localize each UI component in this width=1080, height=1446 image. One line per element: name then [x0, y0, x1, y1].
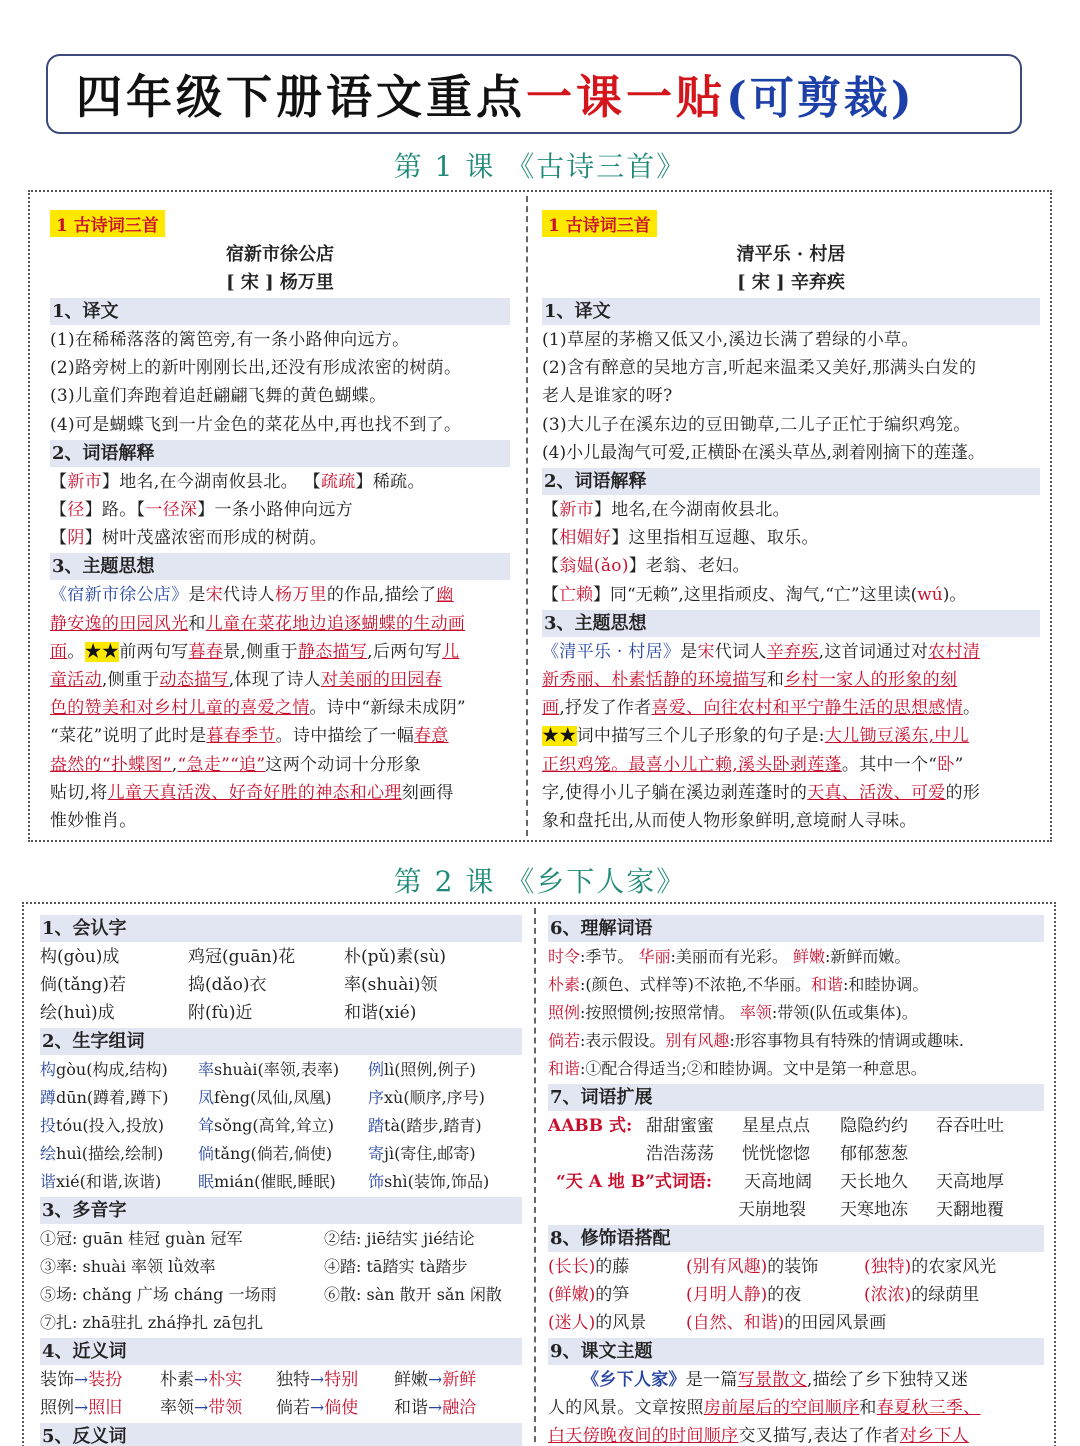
modifier-row: (迷人)的风景 (自然、和谐)的田园风景画	[548, 1313, 887, 1333]
theme-line: 静安逸的田园风光和儿童在菜花地边追逐蝴蝶的生动画	[50, 613, 466, 634]
word-group-row: 构gòu(构成,结构) 率shuài(率领,表率) 例lì(照例,例子)	[40, 1060, 476, 1079]
translation-line: (3)大儿子在溪东边的豆田锄草,二儿子正忙于编织鸡笼。	[542, 414, 971, 435]
theme-line: 字,使得小儿子躺在溪边剥莲蓬时的天真、活泼、可爱的形	[542, 782, 981, 803]
heading-modifiers: 8、修饰语搭配	[548, 1225, 1044, 1252]
poem-title: 清平乐 · 村居	[736, 244, 846, 265]
char-row: 构(gòu)成 鸡冠(guān)花 朴(pǔ)素(sù)	[40, 947, 447, 967]
theme-line: 盎然的“扑蝶图”,“急走”“追”这两个动词十分形象	[50, 754, 422, 775]
word-explain-line: 【相媚好】这里指相互逗趣、取乐。	[542, 528, 819, 549]
synonym-row: 装饰→装扮 朴素→朴实 独特→特别 鲜嫩→新鲜	[40, 1370, 477, 1390]
translation-line: (2)路旁树上的新叶刚刚长出,还没有形成浓密的树荫。	[50, 358, 462, 379]
theme-line: 惟妙惟肖。	[50, 811, 137, 832]
expansion-row: 天崩地裂 天寒地冻 天翻地覆	[738, 1200, 1004, 1220]
heading-theme: 3、主题思想	[50, 553, 510, 580]
star-mark: ★★	[542, 726, 577, 747]
star-mark: ★★	[84, 641, 120, 662]
expansion-row: “天 A 地 B”式词语: 天高地阔 天长地久 天高地厚	[556, 1172, 1004, 1192]
section-tag: 1 古诗词三首	[50, 210, 165, 237]
word-meaning-row: 照例:按照惯例;按照常情。 率领:带领(队伍或集体)。	[548, 1003, 918, 1022]
word-meaning-row: 朴素:(颜色、式样等)不浓艳,不华丽。和谐:和睦协调。	[548, 975, 929, 994]
polyphonic-row: ⑦扎: zhā驻扎 zhá挣扎 zā包扎	[40, 1313, 264, 1332]
heading-translation: 1、译文	[50, 298, 510, 325]
theme-line: “菜花”说明了此时是暮春季节。诗中描绘了一幅春意	[50, 726, 449, 747]
heading-polyphonic: 3、多音字	[40, 1197, 522, 1224]
translation-line: (4)可是蝴蝶飞到一片金色的菜花丛中,再也找不到了。	[50, 414, 462, 435]
heading-recognize-chars: 1、会认字	[40, 915, 522, 942]
modifier-row: (鲜嫩)的笋 (月明人静)的夜 (浓浓)的绿荫里	[548, 1285, 980, 1305]
char-row: 倘(tǎng)若 捣(dǎo)衣 率(shuài)领	[40, 975, 438, 995]
char-row: 绘(huì)成 附(fù)近 和谐(xié)	[40, 1003, 417, 1023]
word-explain-line: 【阴】树叶茂盛浓密而形成的树荫。	[50, 528, 327, 549]
theme-line: 《宿新市徐公店》是宋代诗人杨万里的作品,描绘了幽	[50, 585, 454, 606]
translation-line: (4)小儿最淘气可爱,正横卧在溪头草丛,剥着刚摘下的莲蓬。	[542, 442, 985, 463]
theme-line: 人的风景。文章按照房前屋后的空间顺序和春夏秋三季、	[548, 1398, 981, 1419]
lesson-2-title: 第 2 课 《乡下人家》	[393, 865, 687, 898]
translation-line: (1)在稀稀落落的篱笆旁,有一条小路伸向远方。	[50, 330, 410, 350]
theme-line: 《清平乐 · 村居》是宋代词人辛弃疾,这首词通过对农村清	[542, 641, 981, 662]
polyphonic-row: ③率: shuài 率领 lǜ效率 ④踏: tā踏实 tà踏步	[40, 1257, 468, 1276]
lesson-2-box	[22, 902, 1056, 1446]
page-banner	[46, 54, 1022, 134]
lesson-1-title: 第 1 课 《古诗三首》	[393, 150, 687, 183]
translation-line: (2)含有醉意的吴地方言,听起来温柔又美好,那满头白发的	[542, 358, 977, 379]
right-lesson2-column	[548, 904, 1044, 1446]
heading-antonyms: 5、反义词	[40, 1423, 522, 1446]
word-explain-line: 【新市】地名,在今湖南攸县北。 【疏疏】稀疏。	[50, 471, 425, 492]
heading-word-expansion: 7、词语扩展	[548, 1084, 1044, 1111]
word-meaning-row: 和谐:①配合得适当;②和睦协调。文中是第一种意思。	[548, 1059, 927, 1078]
theme-line: 象和盘托出,从而使人物形象鲜明,意境耐人寻味。	[542, 811, 917, 832]
theme-line: 面。★★前两句写暮春景,侧重于静态描写,后两句写儿	[50, 641, 460, 662]
polyphonic-row: ①冠: guān 桂冠 guàn 冠军 ②结: jiē结实 jié结论	[40, 1229, 475, 1248]
polyphonic-row: ⑤场: chǎng 广场 cháng 一场雨 ⑥散: sàn 散开 sǎn 闲散	[40, 1285, 502, 1304]
theme-line: 画,抒发了作者喜爱、向往农村和平宁静生活的思想感情。	[542, 698, 981, 719]
translation-line: (3)儿童们奔跑着追赶翩翩飞舞的黄色蝴蝶。	[50, 386, 387, 407]
word-group-row: 谐xié(和谐,诙谐) 眠mián(催眠,睡眠) 饰shì(装饰,饰品)	[40, 1172, 490, 1191]
heading-understand-words: 6、理解词语	[548, 915, 1044, 942]
theme-line: 《乡下人家》是一篇写景散文,描绘了乡下独特又迷	[582, 1370, 969, 1390]
word-group-row: 蹲dūn(蹲着,蹲下) 凤fèng(凤仙,凤凰) 序xù(顺序,序号)	[40, 1088, 485, 1107]
column-divider	[526, 196, 528, 836]
word-explain-line: 【径】路。【一径深】一条小路伸向远方	[50, 500, 353, 521]
word-group-row: 投tóu(投入,投放) 耸sǒng(高耸,耸立) 踏tà(踏步,踏青)	[40, 1116, 482, 1135]
left-poem-column	[50, 192, 510, 840]
banner-title-black: 四年级下册语文重点	[76, 70, 526, 124]
heading-theme: 3、主题思想	[542, 610, 1040, 637]
poem-author: [ 宋 ] 辛弃疾	[737, 272, 845, 293]
banner-title-red: 一课一贴	[526, 70, 726, 124]
column-divider	[534, 908, 536, 1446]
banner-title-blue: (可剪裁)	[726, 73, 915, 124]
word-group-row: 绘huì(描绘,绘制) 倘tǎng(倘若,倘使) 寄jì(寄住,邮寄)	[40, 1144, 476, 1163]
left-lesson2-column	[40, 904, 522, 1446]
expansion-row: AABB 式: 甜甜蜜蜜 星星点点 隐隐约约 吞吞吐吐	[548, 1116, 1004, 1136]
theme-line: 贴切,将儿童天真活泼、好奇好胜的神态和心理刻画得	[50, 782, 454, 803]
word-explain-line: 【翁媪(ǎo)】老翁、老妇。	[542, 556, 750, 577]
word-meaning-row: 倘若:表示假设。别有风趣:形容事物具有特殊的情调或趣味.	[548, 1031, 964, 1050]
heading-synonyms: 4、近义词	[40, 1338, 522, 1365]
theme-line: 白天傍晚夜间的时间顺序交叉描写,表达了作者对乡下人	[548, 1426, 969, 1446]
word-explain-line: 【亡赖】同“无赖”,这里指顽皮、淘气,“亡”这里读(wú)。	[542, 584, 967, 605]
synonym-row: 照例→照旧 率领→带领 倘若→倘使 和谐→融洽	[40, 1398, 477, 1418]
translation-line: (1)草屋的茅檐又低又小,溪边长满了碧绿的小草。	[542, 330, 919, 350]
section-tag: 1 古诗词三首	[542, 210, 657, 237]
theme-line: 色的赞美和对乡村儿童的喜爱之情。诗中“新绿未成阴”	[50, 698, 466, 719]
theme-line: 童活动,侧重于动态描写,体现了诗人对美丽的田园春	[50, 670, 443, 691]
poem-author: [ 宋 ] 杨万里	[226, 272, 334, 293]
word-meaning-row: 时令:季节。 华丽:美丽而有光彩。 鲜嫩:新鲜而嫩。	[548, 947, 911, 966]
theme-line: 新秀丽、朴素恬静的环境描写和乡村一家人的形象的刻	[542, 670, 958, 691]
lesson-1-box	[28, 190, 1052, 842]
modifier-row: (长长)的藤 (别有风趣)的装饰 (独特)的农家风光	[548, 1257, 997, 1277]
translation-line: 老人是谁家的呀?	[542, 386, 673, 407]
expansion-row: 浩浩荡荡 恍恍惚惚 郁郁葱葱	[646, 1144, 908, 1164]
theme-line: 正织鸡笼。最喜小儿亡赖,溪头卧剥莲蓬。其中一个“卧”	[542, 754, 964, 775]
poem-title: 宿新市徐公店	[226, 244, 334, 265]
heading-translation: 1、译文	[542, 298, 1040, 325]
word-explain-line: 【新市】地名,在今湖南攸县北。	[542, 500, 790, 521]
heading-new-chars: 2、生字组词	[40, 1028, 522, 1055]
right-poem-column	[542, 192, 1040, 840]
heading-word-explain: 2、词语解释	[50, 440, 510, 467]
heading-word-explain: 2、词语解释	[542, 468, 1040, 495]
theme-line: ★★词中描写三个儿子形象的句子是:大儿锄豆溪东,中儿	[542, 726, 969, 747]
heading-text-theme: 9、课文主题	[548, 1338, 1044, 1365]
